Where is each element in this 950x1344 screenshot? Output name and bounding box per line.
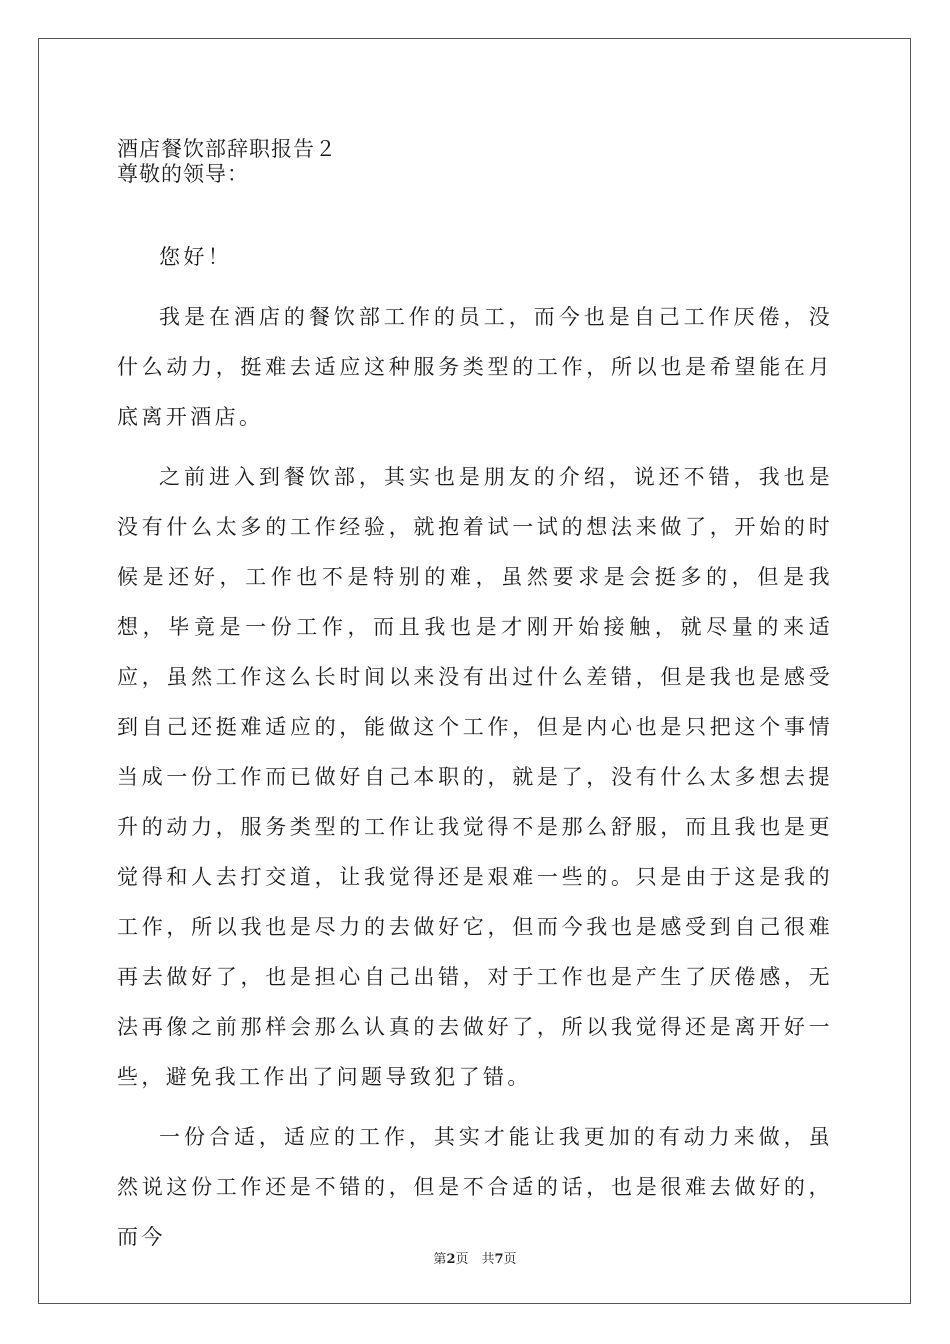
footer-mid: 页 共 [455, 1252, 495, 1267]
document-title: 酒店餐饮部辞职报告２ [117, 137, 337, 161]
greeting-paragraph: 您好！ [159, 245, 233, 269]
total-page-count: 7 [494, 1252, 504, 1267]
footer-prefix: 第 [433, 1252, 447, 1267]
body-paragraph: 一份合适，适应的工作，其实才能让我更加的有动力来做，虽然说这份工作还是不错的，但是不合适的话，也是很难去做好的，而今 [117, 1125, 833, 1249]
page-number-footer [0, 1248, 950, 1267]
salutation: 尊敬的领导： [117, 162, 249, 186]
footer-suffix: 页 [503, 1252, 517, 1267]
document-body [117, 232, 833, 1272]
body-paragraph: 之前进入到餐饮部，其实也是朋友的介绍，说还不错，我也是没有什么太多的工作经验，就抱着试一试的想法来做了，开始的时候是还好，工作也不是特别的难，虽然要求是会挺多的，但是我想，毕竟是一份工作，而且我也是才刚开始接触，就尽量的来适应，虽然工作这么长时间以来没有出过什么差错，但是我也是感受到自己还挺难适应的，能做这个工作，但是内心也是只把这个事情当成一份工作而已做好自己本职的，就是了，没有什么太多想去提升的动力，服务类型的工作让我觉得不是那么舒服，而且我也是更觉得和人去打交道，让我觉得还是艰难一些的。只是由于这是我的工作，所以我也是尽力的去做好它，但而今我也是感受到自己很难再去做好了，也是担心自己出错，对于工作也是产生了厌倦感，无法再像之前那样会那么认真的去做好了，所以我觉得还是离开好一些，避免我工作出了问题导致犯了错。 [117, 465, 833, 1089]
current-page-number: 2 [446, 1252, 456, 1267]
body-paragraph: 我是在酒店的餐饮部工作的员工，而今也是自己工作厌倦，没什么动力，挺难去适应这种服务类型的工作，所以也是希望能在月底离开酒店。 [117, 305, 833, 429]
